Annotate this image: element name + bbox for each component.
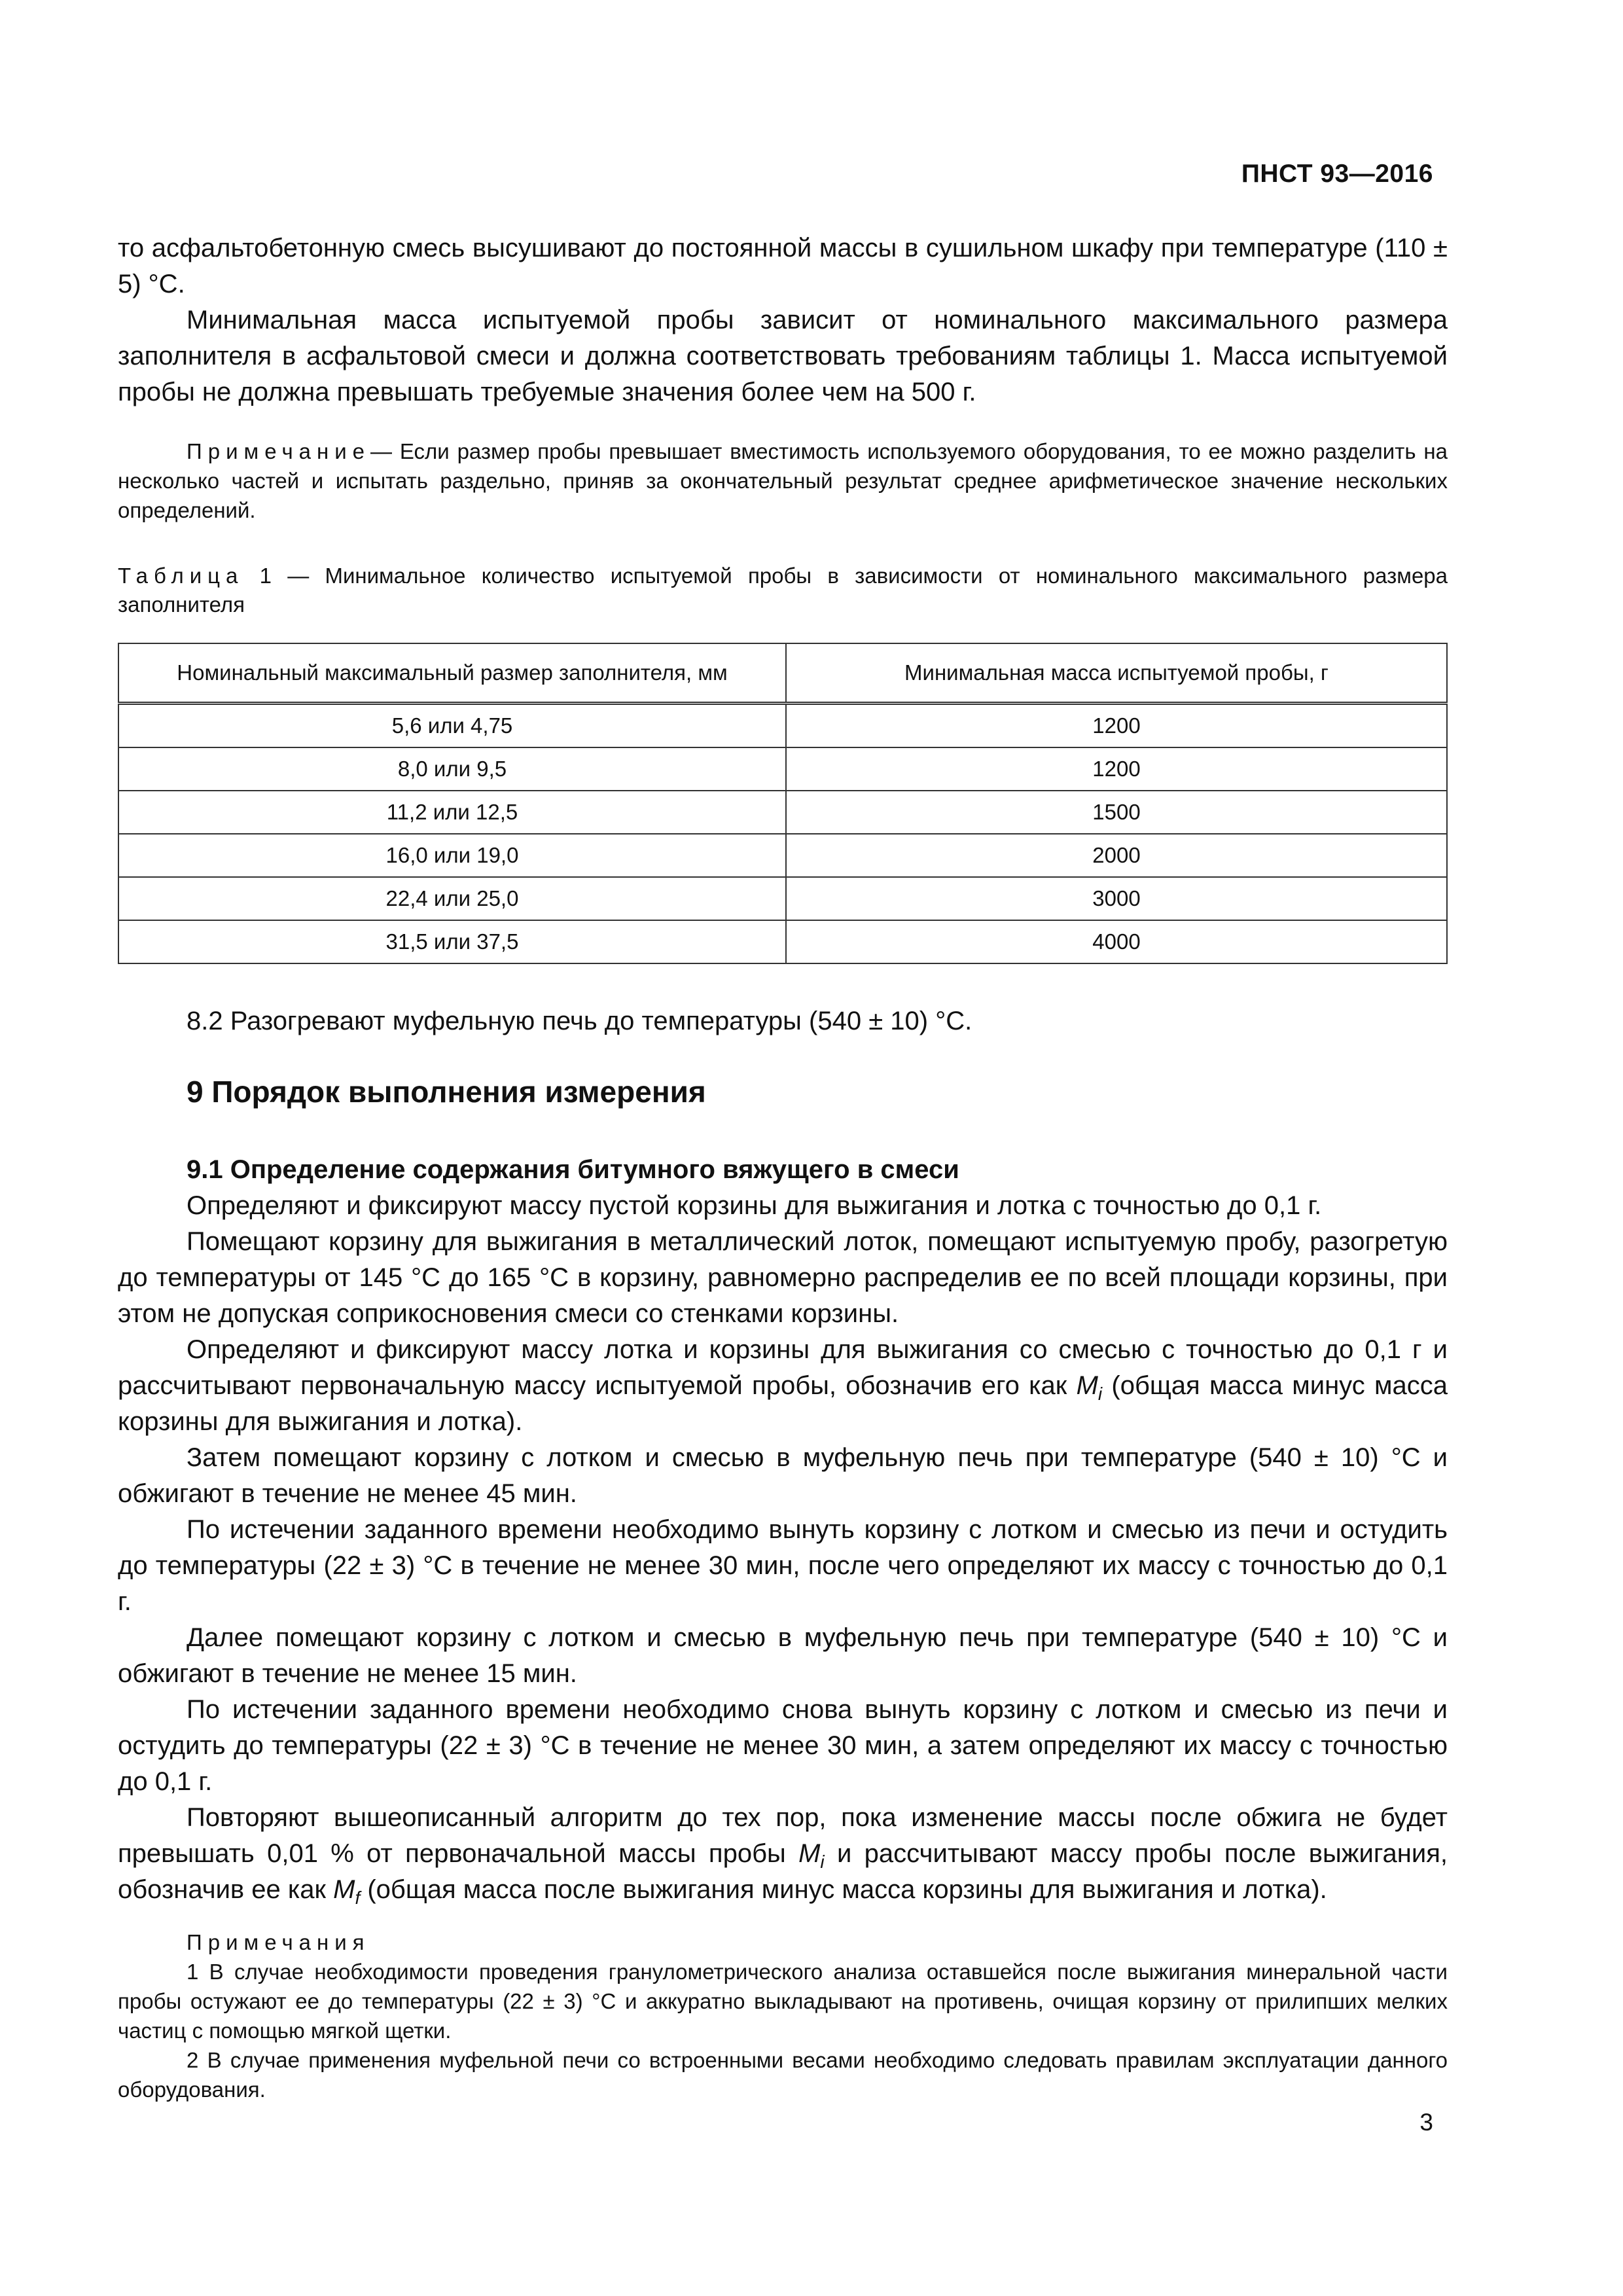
intro-paragraph-1: то асфальтобетонную смесь высушивают до постоянной массы в сушильном шкафу при температуре (110 ± 5) °С. — [118, 234, 1448, 298]
section-paragraph — [118, 1332, 1448, 1440]
table-row — [118, 834, 1447, 877]
text-run: (общая масса минус масса корзины для выжигания и лотка). — [118, 1371, 1448, 1436]
text-run: Определяют и фиксируют массу лотка и корзины для выжигания со смесью с точностью до 0,1 г и рассчитывают первоначальную массу испытуемой пробы, обозначив его как — [118, 1335, 1448, 1400]
section-9-1-heading: 9.1 Определение содержания битумного вяжущего в смеси — [187, 1155, 959, 1184]
variable-mass: M — [798, 1839, 821, 1868]
section-paragraph: По истечении заданного времени необходимо снова вынуть корзину с лотком и смесью из печи и остудить до температуры (22 ± 3) °С в течение не менее 30 мин, а затем определяют их массу с точностью до 0,1 г. — [118, 1695, 1448, 1796]
table-row — [118, 877, 1447, 920]
table-row — [118, 704, 1447, 748]
page-number: 3 — [1419, 2109, 1433, 2136]
note-item: 2 В случае применения муфельной печи со встроенными весами необходимо следовать правилам эксплуатации данного оборудования. — [118, 2048, 1448, 2102]
main-content — [118, 230, 1448, 2104]
table-cell: 1200 — [786, 747, 1447, 791]
section-paragraph: Определяют и фиксируют массу пустой корзины для выжигания и лотка с точностью до 0,1 г. — [187, 1191, 1322, 1220]
table-cell: 1200 — [786, 704, 1447, 748]
section-8-2: 8.2 Разогревают муфельную печь до температуры (540 ± 10) °С. — [187, 1007, 972, 1035]
table-row — [118, 920, 1447, 963]
table-cell: 16,0 или 19,0 — [118, 834, 786, 877]
intro-paragraph-2: Минимальная масса испытуемой пробы зависит от номинального максимального размера заполнителя в асфальтовой смеси и должна соответствовать требованиям таблицы 1. Масса испытуемой пробы не должна превышать требуемые значения более чем на 500 г. — [118, 306, 1448, 406]
table-caption-label: Таблица — [118, 564, 244, 588]
section-paragraph: Затем помещают корзину с лотком и смесью в муфельную печь при температуре (540 ± 10) °С и обжигают в течение не менее 45 мин. — [118, 1443, 1448, 1508]
section-9-heading: 9 Порядок выполнения измерения — [187, 1075, 706, 1109]
notes-block — [118, 1928, 1448, 2104]
section-paragraph: Далее помещают корзину с лотком и смесью в муфельную печь при температуре (540 ± 10) °С и обжигают в течение не менее 15 мин. — [118, 1623, 1448, 1688]
table-caption — [118, 562, 1448, 619]
section-paragraph — [118, 1800, 1448, 1908]
aggregate-mass-table — [118, 643, 1448, 964]
table-row — [118, 747, 1447, 791]
table-caption-text: 1 — Минимальное количество испытуемой пробы в зависимости от номинального максимального размера заполнителя — [118, 564, 1448, 617]
variable-mass: M — [1076, 1371, 1098, 1400]
text-run: (общая масса после выжигания минус масса корзины для выжигания и лотка). — [360, 1875, 1327, 1904]
text-run: и рассчитывают массу пробы после выжигания, обозначив ее как — [118, 1839, 1448, 1904]
table-header-row — [118, 643, 1447, 704]
document-code: ПНСТ 93—2016 — [1241, 160, 1433, 188]
notes-label — [118, 1928, 1448, 1957]
table-cell: 2000 — [786, 834, 1447, 877]
table-cell: 3000 — [786, 877, 1447, 920]
table-cell: 22,4 или 25,0 — [118, 877, 786, 920]
table-row — [118, 791, 1447, 834]
variable-subscript: i — [1097, 1384, 1103, 1404]
table-cell: 5,6 или 4,75 — [118, 704, 786, 748]
table-cell: 8,0 или 9,5 — [118, 747, 786, 791]
note-text: — Если размер пробы превышает вместимость используемого оборудования, то ее можно разделить на несколько частей и испытать раздельно, приняв за окончательный результат среднее арифметическое значение нескольких определений. — [118, 439, 1448, 522]
text-run: Повторяют вышеописанный алгоритм до тех пор, пока изменение массы после обжига не будет превышать 0,01 % от первоначальной массы пробы — [118, 1803, 1448, 1868]
section-paragraph: Помещают корзину для выжигания в металлический лоток, помещают испытуемую пробу, разогретую до температуры от 145 °С до 165 °С в корзину, равномерно распределив ее по всей площади корзины, при этом не допуская соприкосновения смеси со стенками корзины. — [118, 1227, 1448, 1328]
note-paragraph — [118, 437, 1448, 525]
table-cell: 1500 — [786, 791, 1447, 834]
variable-subscript: i — [820, 1852, 825, 1872]
variable-mass: M — [333, 1875, 355, 1904]
note-item: 1 В случае необходимости проведения гранулометрического анализа оставшейся после выжигания минеральной части пробы остужают ее до температуры (22 ± 3) °С и аккуратно выкладывают на противень, очищая корзину от прилипших мелких частиц с помощью мягкой щетки. — [118, 1960, 1448, 2043]
table-cell: 11,2 или 12,5 — [118, 791, 786, 834]
table-header-cell: Номинальный максимальный размер заполнителя, мм — [118, 643, 786, 704]
notes-label-text: Примечания — [187, 1930, 370, 1954]
table-cell: 31,5 или 37,5 — [118, 920, 786, 963]
section-paragraph: По истечении заданного времени необходимо вынуть корзину с лотком и смесью из печи и остудить до температуры (22 ± 3) °С в течение не менее 30 мин, после чего определяют их массу с точностью до 0,1 г. — [118, 1515, 1448, 1616]
table-cell: 4000 — [786, 920, 1447, 963]
variable-subscript: f — [355, 1888, 361, 1908]
note-label: Примечание — [187, 439, 371, 463]
table-header-cell: Минимальная масса испытуемой пробы, г — [786, 643, 1447, 704]
